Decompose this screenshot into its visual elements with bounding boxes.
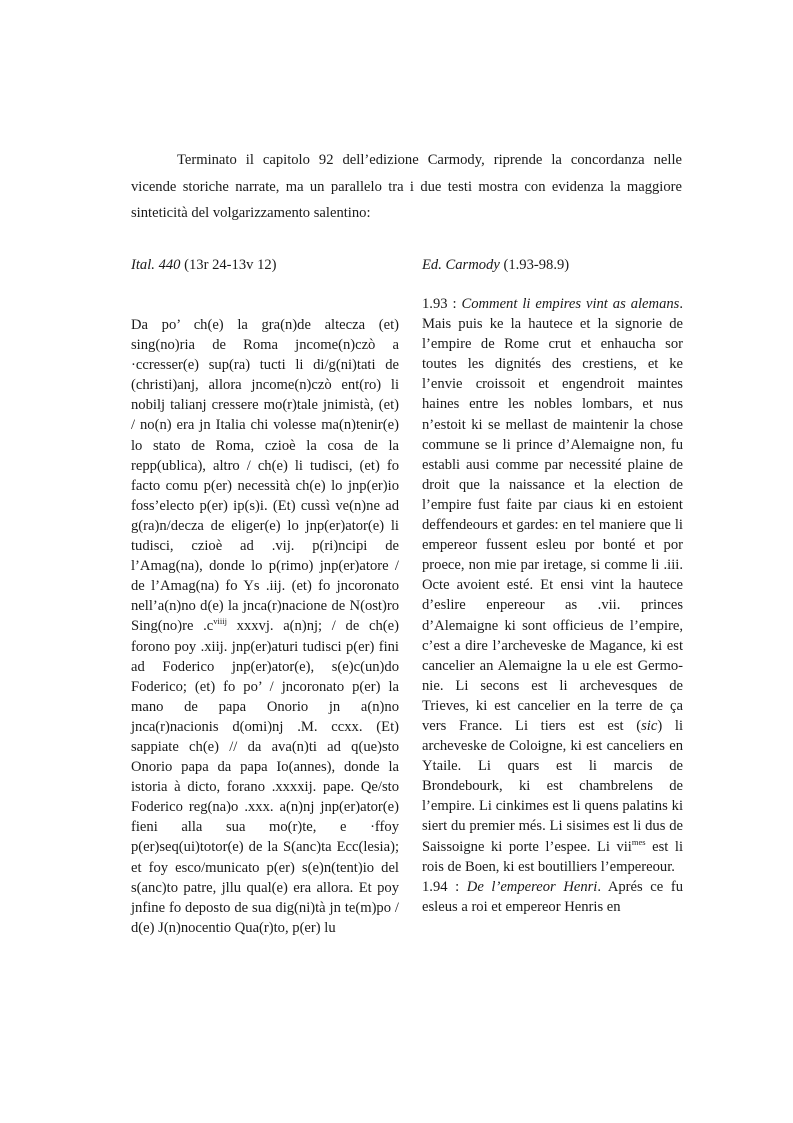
chapter-title: De l’empereor Henri [466,878,598,895]
right-paragraph-1-94 [422,877,683,917]
sic-annotation: sic [641,717,658,734]
right-text-part-d: . Aprés ce fu esleus a roi et empereor Henris en [422,878,683,915]
left-heading-source: Ital. 440 [131,257,181,273]
right-text-part-b: ) li archeveske de Coloigne, ki est canceliers en Ytaile. Li quars est li marcis de Brondebourk, ki est chambrelens de l’empire. Li cinkimes est li quens palatins ki siert du premier més. Li sisimes est li dus de Saissoigne ki porte l’espee. Li vii [422,717,683,855]
left-text-part-a: Da po’ ch(e) la gra(n)de altecza (et) sing(no)ria de Roma jncome(n)czò a ·ccresser(e) sup(ra) tucti li di/g(ni)tati de (christi)anj, allora jncome(n)czò ent(ro) li nobilj talianj cressere mo(r)tale jnimistà, (et) / no(n) era jn Italia chi volesse ma(n)tenir(e) lo stato de Roma, czioè la cosa de la repp(ublica), altro / ch(e) li tudisci, (et) fo facto comu p(er) necessità ch(e) lo jnp(er)io foss’electo p(er) ip(s)i. (Et) cussì ve(n)ne ad g(ra)n/decza de eliger(e) lo jnp(er)ator(e) li tudisci, czioè ad .vij. p(ri)ncipi de l’Amag(na), donde lo p(rimo) jnp(er)atore / de l’Amag(na) fo Ys .iij. (et) fo jncoronato nell’a(n)no d(e) la jnca(r)nacione de N(ost)ro Sing(no)re .c [131,317,399,635]
left-text-part-b: xxxvj. a(n)nj; / de ch(e) forono poy .xiij. jnp(er)aturi tudisci p(er) fini ad Foderico jnp(er)ator(e), s(e)c(un)do Foderico; (et) fo po’ / jncoronato p(er) la mano de papa Onorio jn a(n)no jnca(r)nacionis d(omi)nj .M. ccxx. (Et) sappiate ch(e) // da ava(n)ti ad q(ue)sto Onorio papa da papa Io(annes), donde la istoria à dicto, forano .xxxxij. pape. Qe/sto Foderico reg(na)o .xxx. a(n)nj jnp(er)ator(e) fieni alla sua mo(r)te, e ·ffoy p(er)seq(ui)totor(e) de la S(anc)ta Ecc(lesia); et foy esco/municato p(er) s(e)n(tent)io del s(anc)to patre, jllu qual(e) era allora. Et poy jnfine fo deposto de sua dig(ni)tà jn te(m)po / d(e) J(n)nocentio Qua(r)to, p(er) lu [131,618,399,936]
right-text-part-c: est li rois de Boen, ki est boutilliers l’empereour. [422,838,683,875]
right-column-heading [422,255,569,275]
chapter-title: Comment li empires vint as alemans [461,296,680,312]
chapter-number: 1.94 : [422,878,467,895]
right-heading-range: (1.93-98.9) [499,257,570,273]
intro-paragraph: Terminato il capitolo 92 dell’edizione Carmody, riprende la concordanza nelle vicende storiche narrate, ma un parallelo tra i due testi mostra con evidenza la maggiore sinteticità del volgarizzamento salentino: [131,152,682,221]
left-paragraph [131,315,399,938]
left-column-heading [131,255,277,275]
left-superscript: viiij [213,616,227,627]
left-heading-range: (13r 24-13v 12) [180,257,277,273]
right-paragraph-1-93 [422,294,683,877]
right-heading-source: Ed. Carmody [422,257,500,273]
right-column-text [422,294,683,917]
right-superscript: mes [631,836,646,847]
left-column-text [131,315,399,938]
right-text-part-a: . Mais puis ke la hautece et la signorie de l’empire de Rome crut et enhaucha sor toutes les dignités des crestiens, et ke l’envie croissoit et engendroit maintes haines entre les nobles lombars, et nus n’estoit ki se mellast de maintenir la chose commune se li prince d’Alemaigne non, fu establi ausi comme par necessité plaine de droit que la naissance et la election de l’empire fust faite par ciaus ki en estoient deffendeours et gardes: en tel maniere que li empereor fussent esleu por bonté et por proece, non mie par iretage, si comme li .iii. Octe avoient esté. Et ensi vint la hautece d’eslire enpereour as .vii. princes d’Alemaigne ki sont officieus de l’empire, c’est a dire l’archeveske de Magance, ki est cancelier an Alemaigne la u ele est Germonie. Li secons est li archevesques de Trieves, ki est cancelier en la terre de ça vers France. Li tiers est est ( [422,296,684,734]
chapter-number: 1.93 : [422,296,462,312]
